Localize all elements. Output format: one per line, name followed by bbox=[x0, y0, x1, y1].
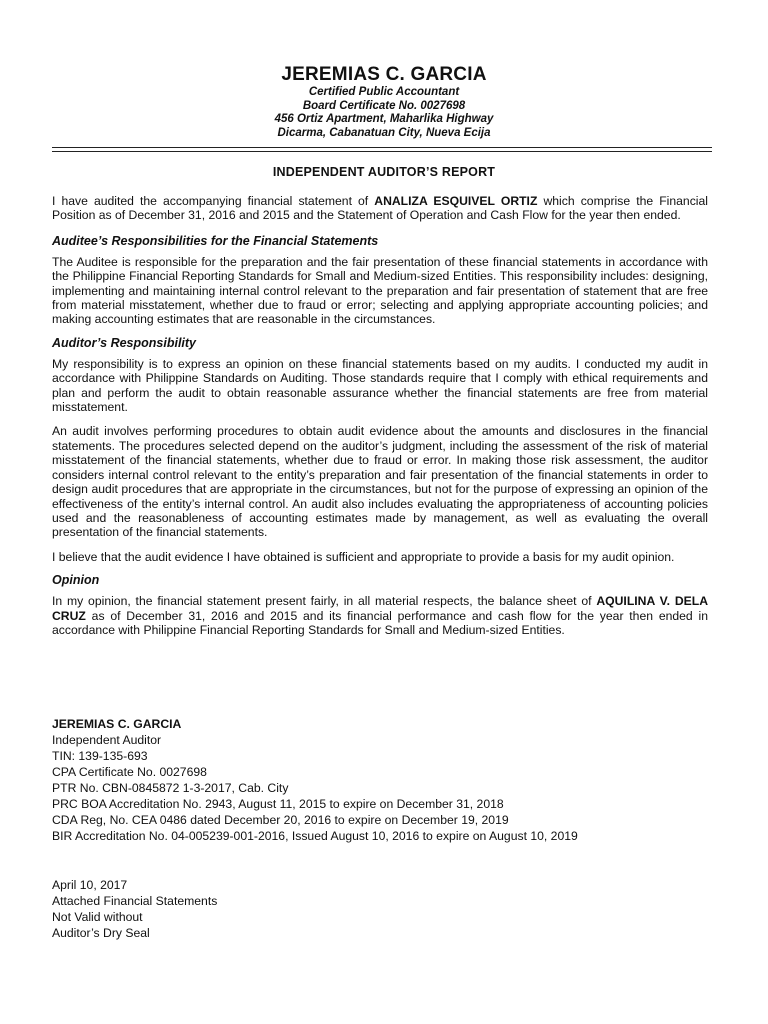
auditee-heading: Auditee’s Responsibilities for the Financial Statements bbox=[52, 233, 379, 248]
attached-statements: Attached Financial Statements bbox=[52, 894, 218, 908]
opinion-text-2: as of December 31, 2016 and 2015 and its financial performance and cash flow for the year then ended in accordance with Philippine Financial Reporting Standards for Small and Medium-sized Entities. bbox=[52, 608, 708, 637]
signature-block bbox=[52, 716, 672, 844]
report-date: April 10, 2017 bbox=[52, 878, 128, 892]
opinion-client-name: AQUILINA V. DELA CRUZ bbox=[52, 594, 709, 623]
signatory-tin: TIN: 139-135-693 bbox=[52, 749, 148, 763]
header-divider-thin bbox=[52, 151, 712, 152]
opinion-heading: Opinion bbox=[52, 573, 100, 588]
report-body bbox=[52, 194, 708, 637]
letterhead bbox=[0, 64, 768, 140]
letterhead-address-line2: Dicarma, Cabanatuan City, Nueva Ecija bbox=[277, 126, 491, 139]
auditor-paragraph-2: An audit involves performing procedures to obtain audit evidence about the amounts and disclosures in the financial statements. The procedures selected depend on the auditor’s judgment, including the assessment of the risk of material misstatement of the financial statements, whether due to fraud or error. In making those risk assessment, the auditor considers internal control relevant to the entity’s preparation and fair presentation of the financial statements in order to design audit procedures that are appropriate in the circumstances, but not for the purpose of expressing an opinion of the effectiveness of the entity’s internal control. An audit also includes evaluating the appropriateness of accounting policies used and the reasonableness of accounting estimates made by management, as well as evaluating the overall presentation of the financial statements. bbox=[52, 424, 708, 540]
letterhead-name: JEREMIAS C. GARCIA bbox=[281, 64, 487, 85]
auditor-paragraph-3: I believe that the audit evidence I have obtained is sufficient and appropriate to provide a basis for my audit opinion. bbox=[52, 549, 675, 564]
opinion-paragraph bbox=[52, 594, 708, 637]
intro-paragraph bbox=[52, 194, 708, 223]
intro-text-2: which comprise the Financial Position as of December 31, 2016 and 2015 and the Statement of Operation and Cash Flow for the year then ended. bbox=[52, 194, 708, 223]
opinion-text-1: In my opinion, the financial statement present fairly, in all material respects, the balance sheet of bbox=[52, 594, 597, 609]
signatory-role: Independent Auditor bbox=[52, 733, 162, 747]
signatory-ptr: PTR No. CBN-0845872 1-3-2017, Cab. City bbox=[52, 781, 289, 795]
letterhead-board-cert: Board Certificate No. 0027698 bbox=[302, 99, 466, 112]
intro-text-1: I have audited the accompanying financial statement of bbox=[52, 194, 375, 208]
letterhead-title: Certified Public Accountant bbox=[308, 86, 460, 98]
signatory-cda: CDA Reg, No. CEA 0486 dated December 20, 2016 to expire on December 19, 2019 bbox=[52, 813, 509, 827]
auditor-paragraph-1: My responsibility is to express an opinion on these financial statements based on my audits. I conducted my audit in accordance with Philippine Standards on Auditing. Those standards require that I comply with ethical requirements and plan and perform the audit to obtain reasonable assurance whether the financial statements are free from material misstatement. bbox=[52, 356, 708, 415]
auditee-paragraph: The Auditee is responsible for the preparation and the fair presentation of these financial statements in accordance with the Philippine Financial Reporting Standards for Small and Medium-sized Entities. This responsibility includes: designing, implementing and maintaining internal control relevant to the preparation and fair presentation of statement that are free from material misstatement, whether due to fraud or error; selecting and applying appropriate accounting policies; and making accounting estimates that are reasonable in the circumstances. bbox=[52, 254, 708, 327]
dry-seal-note: Auditor’s Dry Seal bbox=[52, 926, 150, 940]
header-divider-thick bbox=[52, 147, 712, 148]
report-title: INDEPENDENT AUDITOR’S REPORT bbox=[272, 165, 496, 179]
signatory-name: JEREMIAS C. GARCIA bbox=[52, 717, 182, 731]
signatory-prc-boa: PRC BOA Accreditation No. 2943, August 11, 2015 to expire on December 31, 2018 bbox=[52, 797, 504, 811]
auditor-heading: Auditor’s Responsibility bbox=[52, 335, 197, 350]
letterhead-address-line1: 456 Ortiz Apartment, Maharlika Highway bbox=[274, 113, 494, 125]
signatory-bir: BIR Accreditation No. 04-005239-001-2016, Issued August 10, 2016 to expire on August 10, 2019 bbox=[52, 829, 578, 843]
intro-client-name: ANALIZA ESQUIVEL ORTIZ bbox=[374, 194, 538, 208]
signatory-cpa-cert: CPA Certificate No. 0027698 bbox=[52, 765, 207, 779]
not-valid-note: Not Valid without bbox=[52, 910, 143, 924]
footer-block bbox=[52, 877, 452, 941]
